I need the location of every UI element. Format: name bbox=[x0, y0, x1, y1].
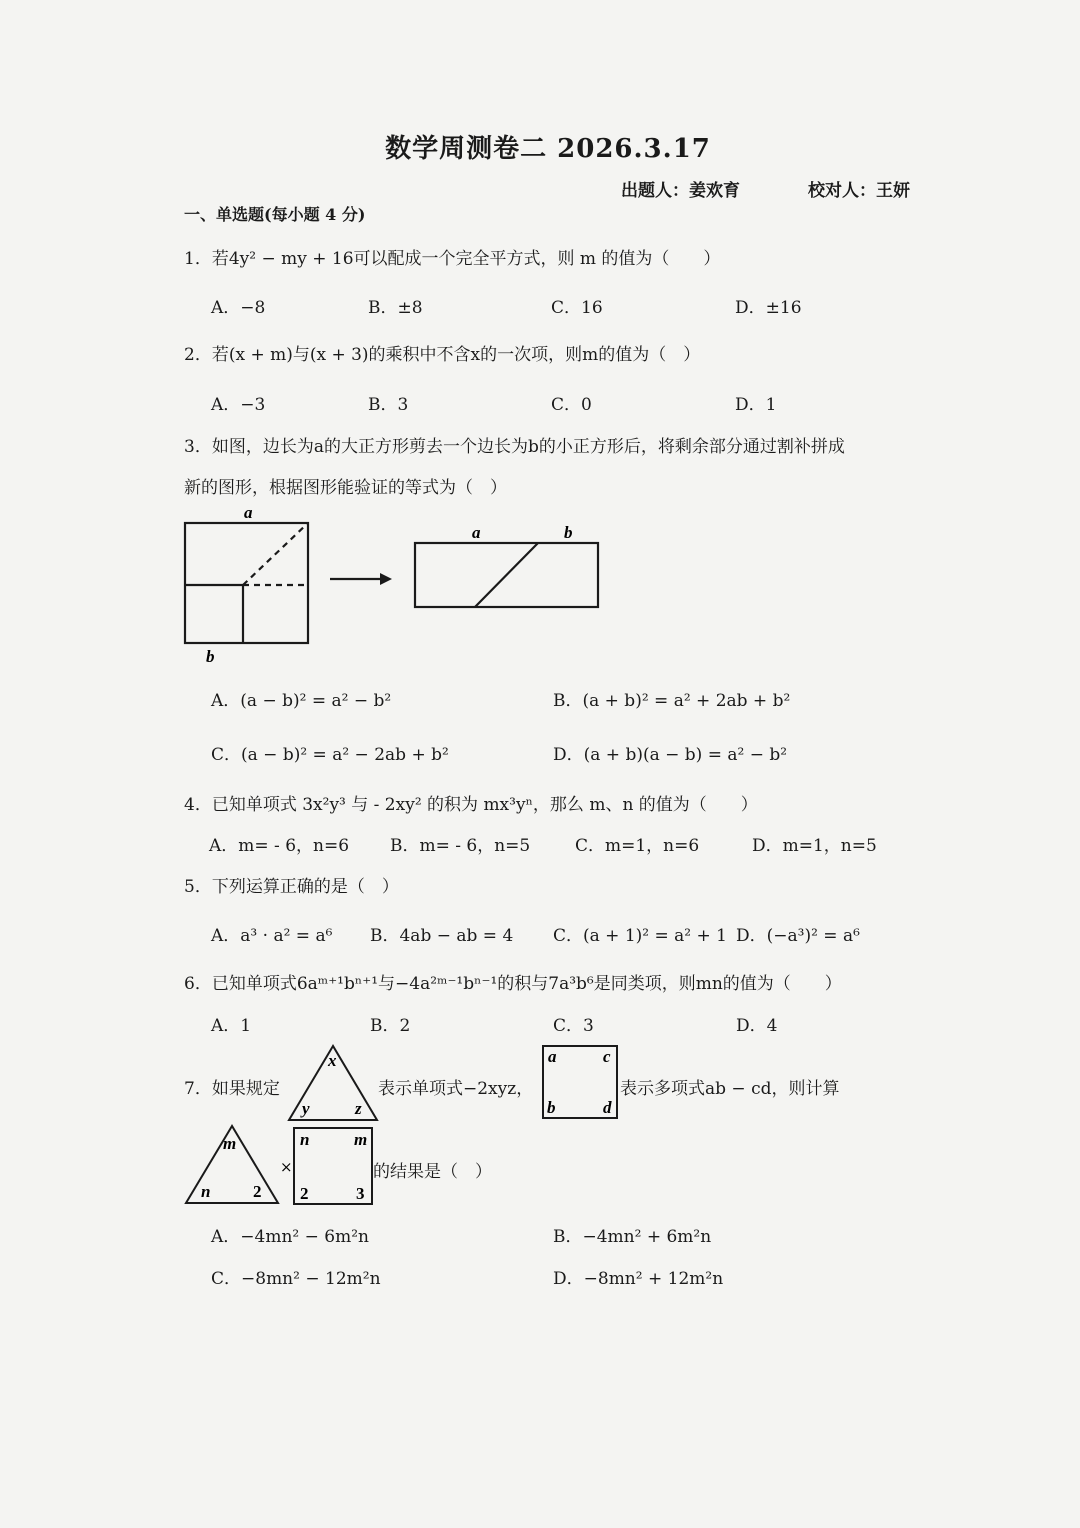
question-5-stem: 5．下列运算正确的是（ ） bbox=[184, 877, 399, 897]
question-7-option-d[interactable]: D．−8mn² + 12m²n bbox=[553, 1269, 724, 1289]
question-7-option-c[interactable]: C．−8mn² − 12m²n bbox=[211, 1269, 381, 1289]
question-6-option-d[interactable]: D．4 bbox=[736, 1016, 778, 1036]
question-1-option-d[interactable]: D．±16 bbox=[735, 298, 802, 318]
question-2-option-a[interactable]: A．−3 bbox=[211, 395, 266, 415]
question-3-option-d[interactable]: D．(a + b)(a − b) = a² − b² bbox=[553, 745, 788, 765]
label-big-top: a bbox=[244, 503, 253, 522]
question-7-prefix: 7．如果规定 bbox=[184, 1079, 280, 1099]
question-4-option-d[interactable]: D．m=1，n=5 bbox=[752, 836, 877, 856]
question-3-stem-line2: 新的图形，根据图形能验证的等式为（ ） bbox=[184, 478, 507, 498]
question-6-stem: 6．已知单项式6aᵐ⁺¹bⁿ⁺¹与−4a²ᵐ⁻¹bⁿ⁻¹的积与7a³b⁶是同类项，则mn的值为（ ） bbox=[184, 974, 842, 994]
times-sign: × bbox=[280, 1158, 293, 1176]
question-6-option-c[interactable]: C．3 bbox=[553, 1016, 594, 1036]
question-5-option-b[interactable]: B．4ab − ab = 4 bbox=[370, 926, 514, 946]
page-title: 数学周测卷二 2026.3.17 bbox=[385, 134, 711, 164]
question-7-mid: 表示单项式−2xyz， bbox=[378, 1079, 534, 1099]
proofreader-label: 校对人：王妍 bbox=[808, 181, 910, 201]
calc-box-br: 3 bbox=[356, 1184, 365, 1203]
question-4-option-a[interactable]: A．m= - 6，n=6 bbox=[209, 836, 350, 856]
question-3-option-a[interactable]: A．(a − b)² = a² − b² bbox=[211, 691, 392, 711]
calc-tri-top: m bbox=[223, 1134, 237, 1153]
question-2-stem: 2．若(x + m)与(x + 3)的乘积中不含x的一次项，则m的值为（ ） bbox=[184, 345, 701, 365]
question-1-option-c[interactable]: C．16 bbox=[551, 298, 603, 318]
def-box-tr: c bbox=[603, 1047, 611, 1066]
question-7-option-b[interactable]: B．−4mn² + 6m²n bbox=[553, 1227, 712, 1247]
author-label: 出题人：姜欢育 bbox=[621, 181, 740, 201]
label-big-bottom: b bbox=[206, 647, 215, 666]
question-4-stem: 4．已知单项式 3x²y³ 与 - 2xy² 的积为 mx³yⁿ，那么 m、n 的值为（ ） bbox=[184, 795, 758, 815]
calc-tri-left: n bbox=[201, 1182, 211, 1201]
def-tri-top: x bbox=[328, 1051, 337, 1070]
question-5-option-a[interactable]: A．a³ · a² = a⁶ bbox=[211, 926, 333, 946]
question-2-option-d[interactable]: D．1 bbox=[735, 395, 777, 415]
question-5-option-c[interactable]: C．(a + 1)² = a² + 1 bbox=[553, 926, 727, 946]
calc-tri-right: 2 bbox=[253, 1182, 262, 1201]
question-2-option-c[interactable]: C．0 bbox=[551, 395, 592, 415]
question-1-option-a[interactable]: A．−8 bbox=[211, 298, 266, 318]
question-1-stem: 1．若4y² − my + 16可以配成一个完全平方式，则 m 的值为（ ） bbox=[184, 249, 721, 269]
question-7-suffix: 表示多项式ab − cd，则计算 bbox=[620, 1079, 840, 1099]
section-heading: 一、单选题(每小题 4 分) bbox=[184, 205, 366, 224]
question-4-option-c[interactable]: C．m=1，n=6 bbox=[575, 836, 700, 856]
question-2-option-b[interactable]: B．3 bbox=[368, 395, 409, 415]
question-6-option-a[interactable]: A．1 bbox=[211, 1016, 252, 1036]
question-3-option-c[interactable]: C．(a − b)² = a² − 2ab + b² bbox=[211, 745, 449, 765]
label-rect-b: b bbox=[564, 523, 573, 542]
question-7-option-a[interactable]: A．−4mn² − 6m²n bbox=[211, 1227, 369, 1247]
question-3-stem-line1: 3．如图，边长为a的大正方形剪去一个边长为b的小正方形后，将剩余部分通过割补拼成 bbox=[184, 437, 845, 457]
calc-box-bl: 2 bbox=[300, 1184, 309, 1203]
question-3-option-b[interactable]: B．(a + b)² = a² + 2ab + b² bbox=[553, 691, 791, 711]
question-1-option-b[interactable]: B．±8 bbox=[368, 298, 423, 318]
label-rect-a: a bbox=[472, 523, 481, 542]
question-4-option-b[interactable]: B．m= - 6，n=5 bbox=[390, 836, 531, 856]
calc-box-tl: n bbox=[300, 1130, 310, 1149]
def-box-tl: a bbox=[548, 1047, 557, 1066]
def-tri-left: y bbox=[302, 1099, 310, 1118]
question-6-option-b[interactable]: B．2 bbox=[370, 1016, 411, 1036]
question-5-option-d[interactable]: D．(−a³)² = a⁶ bbox=[736, 926, 860, 946]
def-tri-right: z bbox=[355, 1099, 362, 1118]
def-box-bl: b bbox=[547, 1098, 556, 1117]
question-7-result: 的结果是（ ） bbox=[373, 1162, 492, 1182]
def-box-br: d bbox=[603, 1098, 612, 1117]
calc-box-tr: m bbox=[354, 1130, 368, 1149]
